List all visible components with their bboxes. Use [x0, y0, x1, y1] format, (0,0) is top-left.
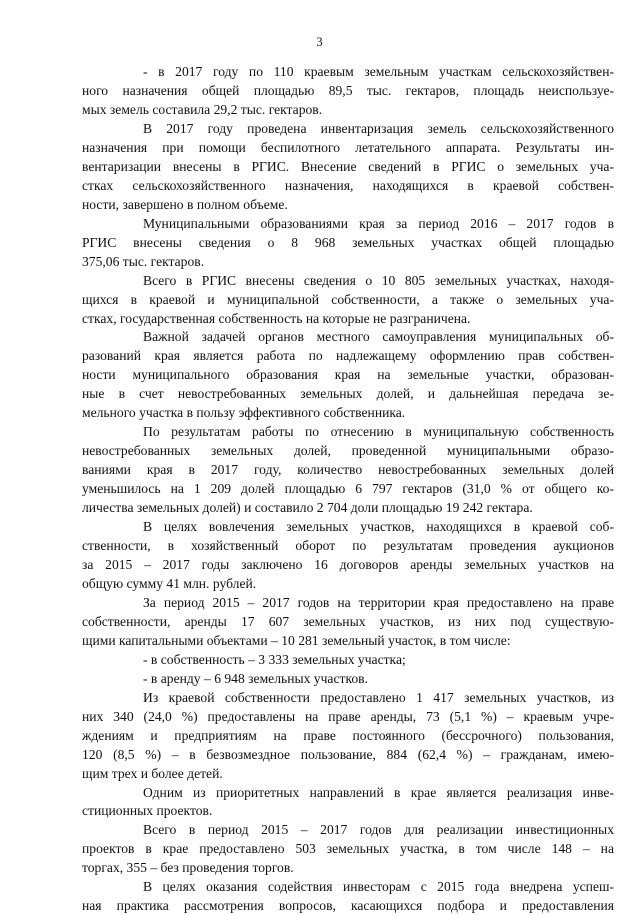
text-line: - в собственность – 3 333 земельных участка; [143, 651, 406, 667]
text-line: мельного участка в пользу эффективного собственника. [82, 405, 406, 421]
text-line: ная практика рассмотрения вопросов, касающихся подбора и предоставления [82, 898, 614, 914]
page-number: 3 [316, 35, 323, 49]
text-line: - в 2017 году по 110 краевым земельным участкам сельскохозяйствен- [143, 64, 614, 79]
text-line: невостребованных земельных долей, проведенной муниципальными образо- [82, 443, 614, 459]
text-line: Муниципальными образованиями края за период 2016 – 2017 годов в [143, 215, 614, 231]
text-line: торгах, 355 – без проведения торгов. [82, 860, 294, 876]
text-line: Всего в РГИС внесены сведения о 10 805 земельных участках, находя- [143, 272, 614, 288]
text-line: проектов в крае предоставлено 503 земельных участка, в том числе 148 – на [82, 841, 614, 857]
text-line: За период 2015 – 2017 годов на территории края предоставлено на праве [143, 594, 614, 610]
text-line: них 340 (24,0 %) предоставлены на праве аренды, 73 (5,1 %) – краевым учре- [82, 708, 614, 724]
text-line: общую сумму 41 млн. рублей. [82, 575, 257, 591]
text-line: разований края является работа по надлежащему оформлению прав собствен- [82, 348, 614, 364]
text-line: ности, завершено в полном объеме. [82, 196, 288, 212]
text-line: мых земель составила 29,2 тыс. гектаров. [82, 101, 323, 117]
text-line: По результатам работы по отнесению в муниципальную собственность [143, 424, 614, 440]
text-line: Всего в период 2015 – 2017 годов для реализации инвестиционных [143, 822, 614, 838]
text-line: ждениям и предприятиям на праве постоянного (бессрочного) пользования, [82, 727, 614, 743]
text-line: стках, государственная собственность на которые не разграничена. [82, 310, 471, 326]
text-line: ственности, в хозяйственный оборот по результатам проведения аукционов [82, 538, 614, 553]
text-line: Из краевой собственности предоставлено 1 417 земельных участков, из [143, 689, 614, 705]
text-line: ного назначения общей площадью 89,5 тыс. гектаров, площадь неиспользуе- [82, 83, 614, 98]
text-line: 120 (8,5 %) – в безвозмездное пользование, 884 (62,4 %) – гражданам, имею- [82, 746, 614, 762]
text-line: за 2015 – 2017 годы заключено 16 договоров аренды земельных участков на [82, 557, 614, 572]
text-line: Одним из приоритетных направлений в крае является реализация инве- [143, 784, 614, 800]
text-line: щихся в краевой и муниципальной собственности, а также о земельных уча- [82, 291, 614, 307]
text-line: ности муниципального образования края на земельные участки, образован- [82, 367, 614, 383]
text-line: Важной задачей органов местного самоуправления муниципальных об- [143, 329, 614, 345]
text-line: уменьшилось на 1 209 долей площадью 6 797 гектаров (31,0 % от общего ко- [82, 481, 614, 497]
text-line: В целях вовлечения земельных участков, находящихся в краевой соб- [143, 519, 614, 534]
text-line: стках сельскохозяйственного назначения, находящихся в краевой собствен- [82, 177, 614, 193]
text-line: РГИС внесены сведения о 8 968 земельных участках общей площадью [82, 234, 614, 250]
text-line: ные в счет невостребованных земельных долей, и дальнейшая передача зе- [82, 386, 614, 402]
text-line: стиционных проектов. [82, 803, 213, 819]
text-line: собственности, аренды 17 607 земельных участков, из них под существую- [82, 613, 614, 629]
text-line: - в аренду – 6 948 земельных участков. [143, 670, 368, 686]
text-line: назначения при помощи беспилотного летательного аппарата. Результаты ин- [82, 139, 614, 155]
text-line: В 2017 году проведена инвентаризация земель сельскохозяйственного [143, 120, 614, 136]
text-line: вентаризации внесены в РГИС. Внесение сведений в РГИС о земельных уча- [82, 158, 614, 174]
text-line: щими капитальными объектами – 10 281 земельный участок, в том числе: [82, 632, 511, 648]
text-line: личества земельных долей) и составило 2 704 доли площадью 19 242 гектара. [82, 500, 533, 516]
text-line: щим трех и более детей. [82, 765, 223, 781]
text-line: 375,06 тыс. гектаров. [82, 253, 205, 269]
text-line: В целях оказания содействия инвесторам с 2015 года внедрена успеш- [143, 879, 614, 895]
text-line: ваниями края в 2017 году, количество невостребованных земельных долей [82, 462, 614, 478]
